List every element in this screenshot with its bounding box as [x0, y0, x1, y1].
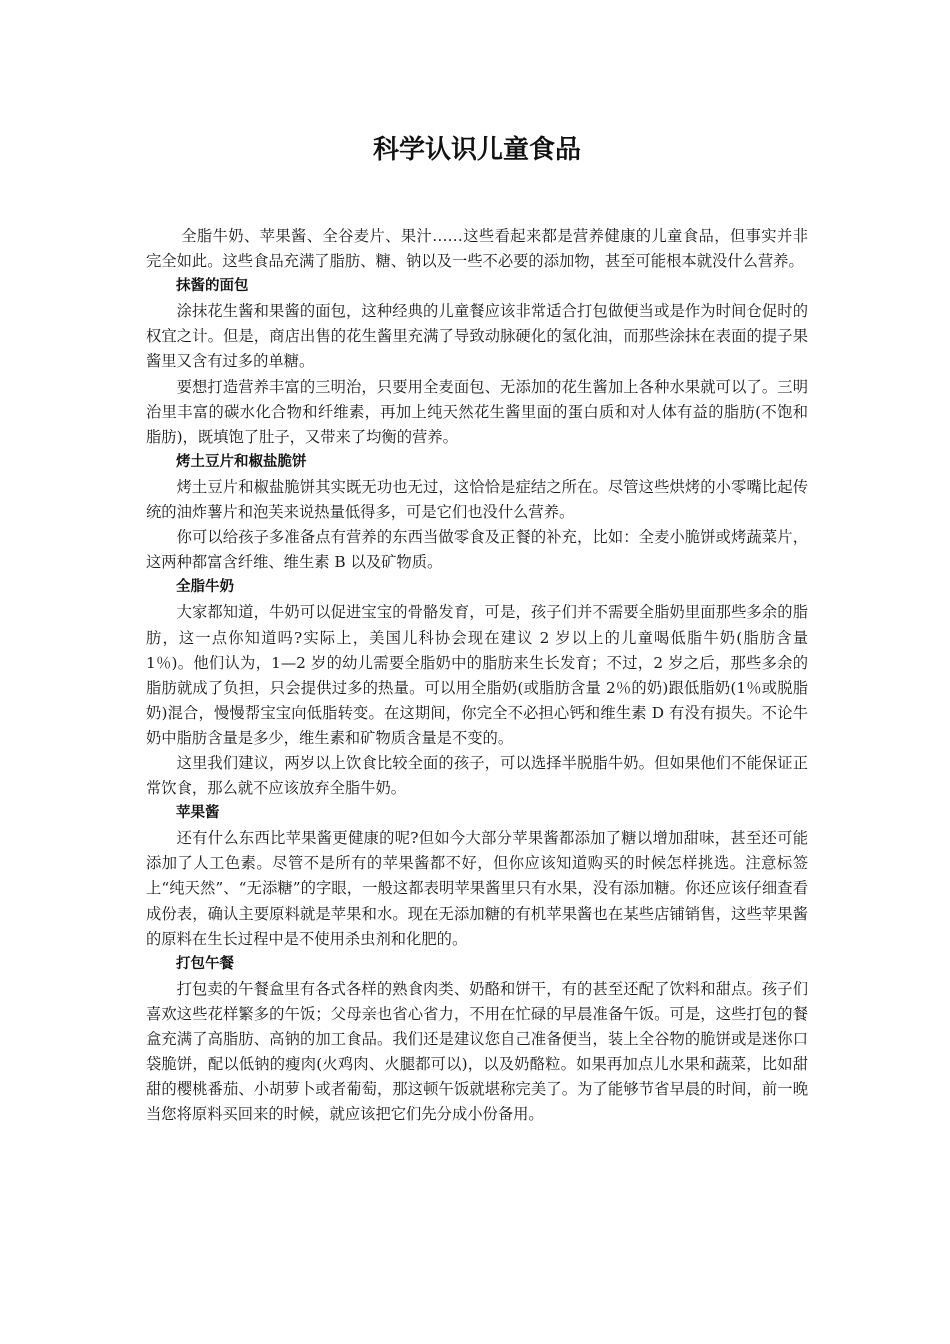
paragraph: 要想打造营养丰富的三明治，只要用全麦面包、无添加的花生酱加上各种水果就可以了。三明治里丰富的碳水化合物和纤维素，再加上纯天然花生酱里面的蛋白质和对人体有益的脂肪(不饱和脂肪)，既填饱了肚子，又带来了均衡的营养。 [146, 377, 808, 446]
paragraph: 烤土豆片和椒盐脆饼其实既无功也无过，这恰恰是症结之所在。尽管这些烘烤的小零嘴比起传统的油炸薯片和泡芙来说热量低得多，可是它们也没什么营养。 [146, 477, 808, 522]
document-title: 科学认识儿童食品 [372, 135, 581, 165]
paragraph: 你可以给孩子多准备点有营养的东西当做零食及正餐的补充，比如：全麦小脆饼或烤蔬菜片，这两种都富含纤维、维生素 B 以及矿物质。 [146, 528, 808, 572]
document-body [146, 224, 808, 1127]
section-heading-packed-lunch: 打包午餐 [176, 955, 234, 972]
section-heading-applesauce: 苹果酱 [176, 805, 220, 822]
section-heading-bread: 抹酱的面包 [176, 278, 249, 295]
section-heading-chips: 烤土豆片和椒盐脆饼 [176, 453, 307, 470]
paragraph: 打包卖的午餐盒里有各式各样的熟食肉类、奶酪和饼干，有的甚至还配了饮料和甜点。孩子们喜欢这些花样繁多的午饭；父母亲也省心省力，不用在忙碌的早晨准备午饭。可是，这些打包的餐盒充满了高脂肪、高钠的加工食品。我们还是建议您自己准备便当，装上全谷物的脆饼或是迷你口袋脆饼，配以低钠的瘦肉(火鸡肉、火腿都可以)，以及奶酪粒。如果再加点儿水果和蔬菜，比如甜甜的樱桃番茄、小胡萝卜或者葡萄，那这顿午饭就堪称完美了。为了能够节省早晨的时间，前一晚当您将原料买回来的时候，就应该把它们先分成小份备用。 [146, 979, 808, 1124]
intro-paragraph: 全脂牛奶、苹果酱、全谷麦片、果汁……这些看起来都是营养健康的儿童食品，但事实并非完全如此。这些食品充满了脂肪、糖、钠以及一些不必要的添加物，甚至可能根本就没什么营养。 [146, 227, 808, 271]
paragraph: 还有什么东西比苹果酱更健康的呢?但如今大部分苹果酱都添加了糖以增加甜味，甚至还可能添加了人工色素。尽管不是所有的苹果酱都不好，但你应该知道购买的时候怎样挑选。注意标签上“纯天然”、“无添糖”的字眼，一般这都表明苹果酱里只有水果，没有添加糖。你还应该仔细查看成份表，确认主要原料就是苹果和水。现在无添加糖的有机苹果酱也在某些店铺销售，这些苹果酱的原料在生长过程中是不使用杀虫剂和化肥的。 [146, 829, 808, 948]
paragraph: 这里我们建议，两岁以上饮食比较全面的孩子，可以选择半脱脂牛奶。但如果他们不能保证正常饮食，那么就不应该放弃全脂牛奶。 [146, 753, 808, 798]
section-heading-whole-milk: 全脂牛奶 [176, 579, 234, 596]
paragraph: 涂抹花生酱和果酱的面包，这种经典的儿童餐应该非常适合打包做便当或是作为时间仓促时的权宜之计。但是，商店出售的花生酱里充满了导致动脉硬化的氢化油，而那些涂抹在表面的提子果酱里又含有过多的单糖。 [146, 302, 808, 371]
paragraph: 大家都知道，牛奶可以促进宝宝的骨骼发育，可是，孩子们并不需要全脂奶里面那些多余的脂肪，这一点你知道吗?实际上，美国儿科协会现在建议 2 岁以上的儿童喝低脂牛奶(脂肪含量 1％)。他们认为，1—2 岁的幼儿需要全脂奶中的脂肪来生长发育；不过，2 岁之后，那些多余的脂肪就成了负担，只会提供过多的热量。可以用全脂奶(或脂肪含量 2％的奶)跟低脂奶(1％或脱脂奶)混合，慢慢帮宝宝向低脂转变。在这期间，你完全不必担心钙和维生素 D 有没有损失。不论牛奶中脂肪含量是多少，维生素和矿物质含量是不变的。 [146, 603, 808, 747]
